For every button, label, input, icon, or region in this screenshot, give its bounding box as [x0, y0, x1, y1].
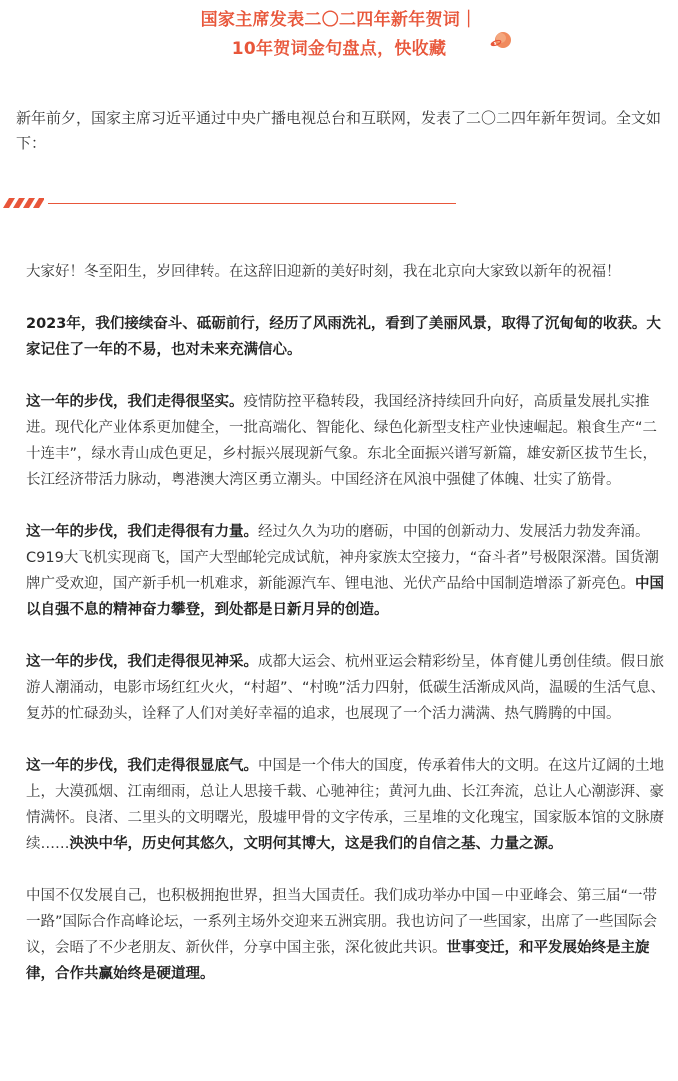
paragraph: 中国不仅发展自己，也积极拥抱世界，担当大国责任。我们成功举办中国－中亚峰会、第三届“一带一路”国际合作高峰论坛，一系列主场外交迎来五洲宾朋。我也访问了一些国家，出席了一些国际会议，会晤了不少老朋友、新伙伴，分享中国主张，深化彼此共识。世事变迁，和平发展始终是主旋律，合作共赢始终是硬道理。	[26, 888, 658, 982]
intro-text: 新年前夕，国家主席习近平通过中央广播电视总台和互联网，发表了二〇二四年新年贺词。全文如下：	[16, 109, 662, 152]
decorative-dot-icon	[488, 28, 512, 50]
paragraph: 这一年的步伐，我们走得很坚实。疫情防控平稳转段，我国经济持续回升向好，高质量发展扎实推进。现代化产业体系更加健全，一批高端化、智能化、绿色化新型支柱产业快速崛起。粮食生产“二十连丰”，绿水青山成色更足，乡村振兴展现新气象。东北全面振兴谱写新篇，雄安新区拔节生长，长江经济带活力脉动，粤港澳大湾区勇立潮头。中国经济在风浪中强健了体魄、壮实了筋骨。	[26, 394, 658, 488]
article-title	[0, 6, 678, 64]
article-body	[26, 259, 666, 1013]
section-divider	[0, 196, 678, 212]
paragraph: 这一年的步伐，我们走得很有力量。经过久久为功的磨砺，中国的创新动力、发展活力勃发奔涌。C919大飞机实现商飞，国产大型邮轮完成试航，神舟家族太空接力，“奋斗者”号极限深潜。国货潮牌广受欢迎，国产新手机一机难求，新能源汽车、锂电池、光伏产品给中国制造增添了新亮色。中国以自强不息的精神奋力攀登，到处都是日新月异的创造。	[26, 524, 664, 618]
title-line-2: 10年贺词金句盘点，快收藏	[231, 39, 447, 59]
paragraph: 大家好！冬至阳生，岁回律转。在这辞旧迎新的美好时刻，我在北京向大家致以新年的祝福！	[26, 264, 621, 280]
paragraph: 这一年的步伐，我们走得很见神采。成都大运会、杭州亚运会精彩纷呈，体育健儿勇创佳绩。假日旅游人潮涌动，电影市场红红火火，“村超”、“村晚”活力四射，低碳生活渐成风尚，温暖的生活气息、复苏的忙碌劲头，诠释了人们对美好幸福的追求，也展现了一个活力满满、热气腾腾的中国。	[26, 654, 666, 722]
divider-line	[48, 203, 456, 204]
title-line-1: 国家主席发表二〇二四年新年贺词｜	[200, 10, 478, 30]
slash-stripes-icon	[0, 196, 44, 208]
paragraph: 这一年的步伐，我们走得很显底气。中国是一个伟大的国度，传承着伟大的文明。在这片辽阔的土地上，大漠孤烟、江南细雨，总让人思接千载、心驰神往；黄河九曲、长江奔流，总让人心潮澎湃、豪情满怀。良渚、二里头的文明曙光，殷墟甲骨的文字传承，三星堆的文化瑰宝，国家版本馆的文脉赓续……泱泱中华，历史何其悠久，文明何其博大，这是我们的自信之基、力量之源。	[26, 758, 664, 852]
paragraph: 2023年，我们接续奋斗、砥砺前行，经历了风雨洗礼，看到了美丽风景，取得了沉甸甸的收获。大家记住了一年的不易，也对未来充满信心。	[26, 316, 661, 358]
